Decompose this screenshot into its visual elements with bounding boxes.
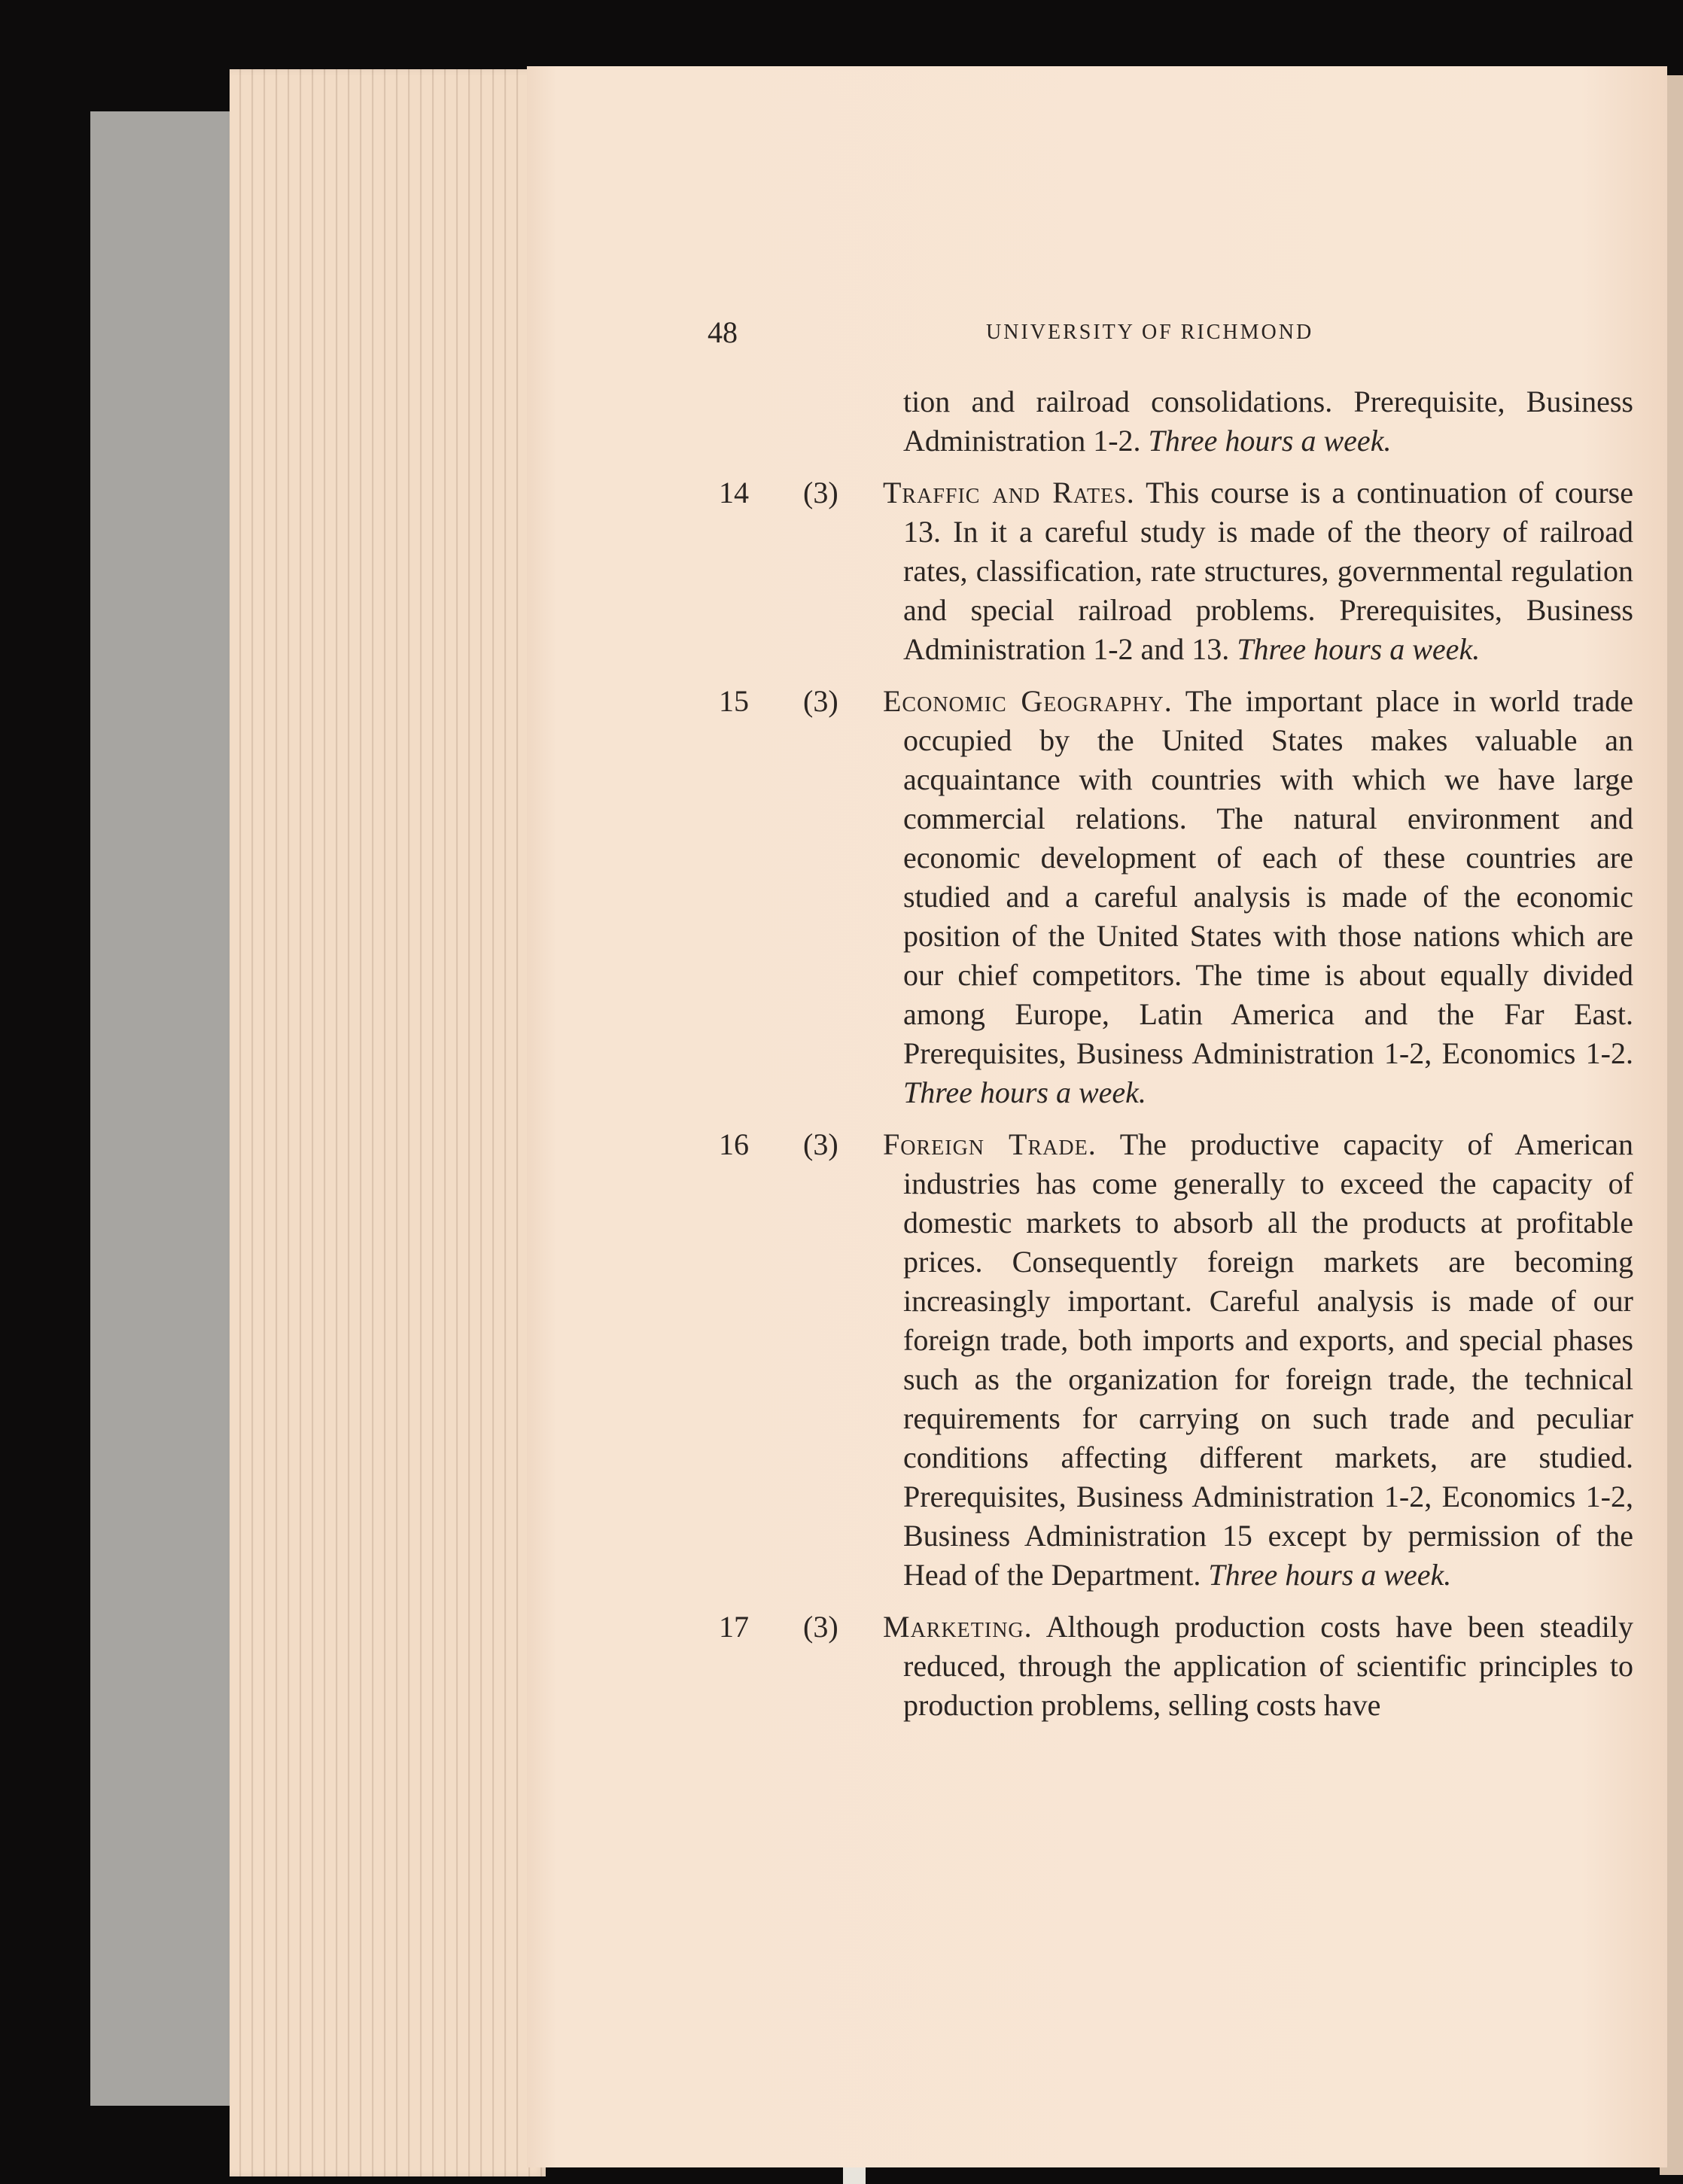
course-credits: (3) — [803, 1127, 838, 1161]
running-head: UNIVERSITY OF RICHMOND — [986, 321, 1314, 344]
course-description: The important place in world trade occupied by the United States makes valuable an acquaintance with countries with which we have large commercial relations. The natural environment and economic development of each of these countries are studied and a careful analysis is made of the economic position of the United States with those nations which are our chief competitors. The time is about equally divided among Europe, Latin America and the Far East. Prerequisites, Business Administration 1-2, Economics 1-2. — [903, 684, 1634, 1070]
course-entry-16 — [719, 1125, 1633, 1595]
page-header — [708, 315, 1633, 357]
course-description: Although production costs have been steadily reduced, through the application of scientific principles to production problems, selling costs have — [903, 1610, 1634, 1722]
course-description: The productive capacity of American industries has come generally to exceed the capacity of domestic markets to absorb all the products at profitable prices. Consequently foreign markets are becoming increasingly important. Careful analysis is made of our foreign trade, both imports and exports, and special phases such as the organization for foreign trade, the technical requirements for carrying on such trade and peculiar conditions affecting different markets, are studied. Prerequisites, Business Administration 1-2, Economics 1-2, Business Administration 15 except by permission of the Head of the Department. — [903, 1127, 1634, 1592]
course-hours: Three hours a week. — [1208, 1558, 1452, 1592]
course-credits: (3) — [803, 684, 838, 718]
stacked-page-edges — [230, 69, 546, 2176]
page-number: 48 — [708, 315, 738, 349]
course-title: Marketing. — [883, 1610, 1033, 1644]
course-body — [883, 1125, 1633, 1595]
course-hours: Three hours a week. — [1237, 632, 1481, 666]
course-body — [883, 473, 1633, 669]
course-number: 14 — [719, 476, 749, 509]
course-entry-14 — [719, 473, 1633, 669]
course-body — [883, 1608, 1633, 1725]
course-entry-15 — [719, 682, 1633, 1112]
course-title: Traffic and Rates. — [883, 476, 1135, 509]
page-content — [719, 382, 1633, 1725]
course-number: 17 — [719, 1610, 749, 1644]
course-credits: (3) — [803, 476, 838, 509]
course-entry-17 — [719, 1608, 1633, 1725]
course-title: Economic Geography. — [883, 684, 1173, 718]
course-title: Foreign Trade. — [883, 1127, 1097, 1161]
continued-hours: Three hours a week. — [1148, 424, 1392, 458]
continued-paragraph — [903, 382, 1633, 461]
course-hours: Three hours a week. — [903, 1075, 1146, 1109]
continued-text: tion and railroad consolidations. Prerequisite, Business Administration 1-2. — [903, 385, 1633, 458]
course-credits: (3) — [803, 1610, 838, 1644]
course-description: This course is a continuation of course 13. In it a careful study is made of the theory of railroad rates, classification, rate structures, governmental regulation and special railroad problems. Prerequisites, Business Administration 1-2 and 13. — [903, 476, 1633, 666]
course-number: 15 — [719, 684, 749, 718]
course-body — [883, 682, 1633, 1112]
course-number: 16 — [719, 1127, 749, 1161]
